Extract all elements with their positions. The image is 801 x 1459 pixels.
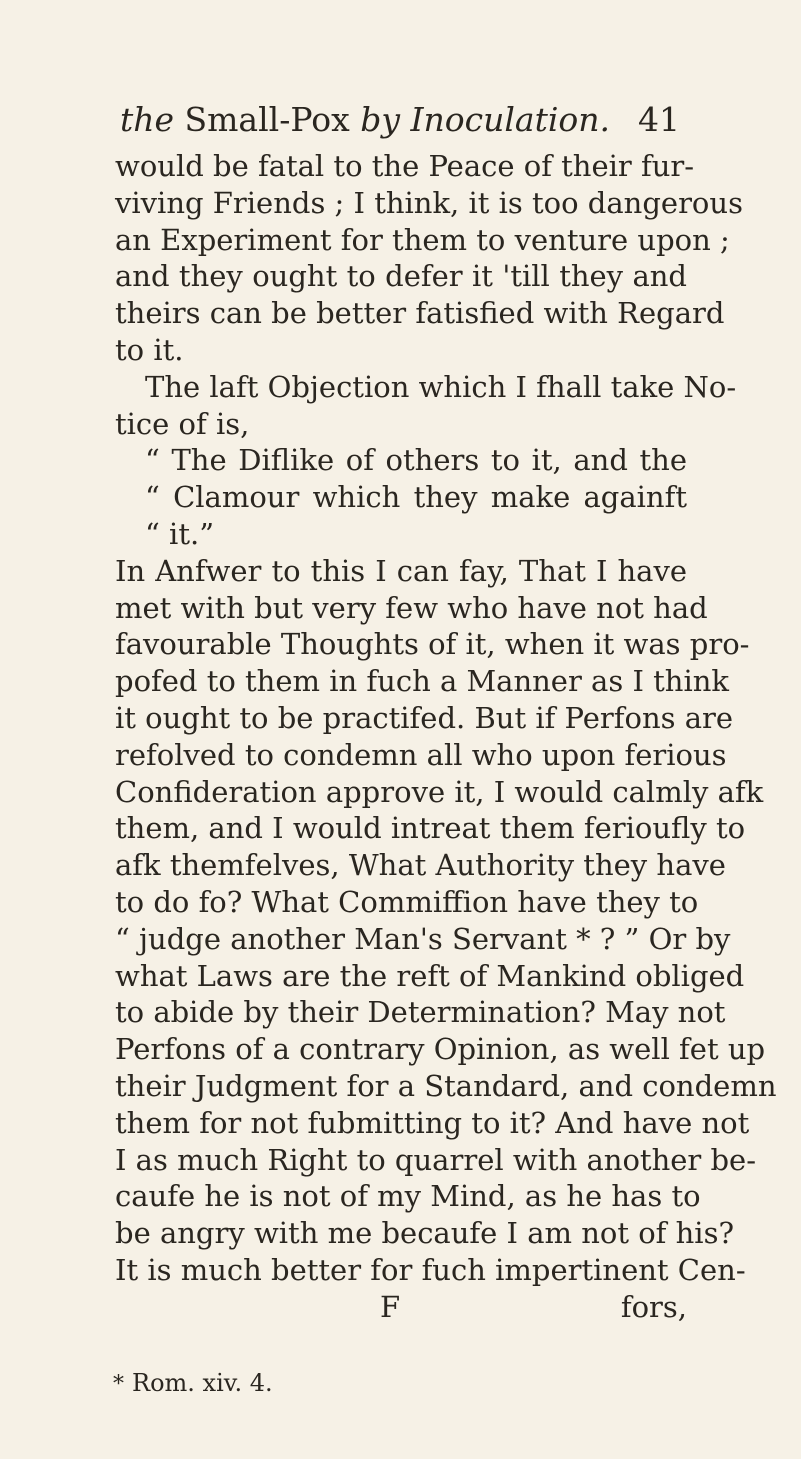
text-line: met with but very few who have not had: [115, 590, 708, 625]
text-line: caufe he is not of my Mind, as he has to: [115, 1179, 701, 1214]
text-line: tice of is,: [115, 406, 250, 441]
running-title-small-pox: Small-Pox: [174, 100, 361, 139]
text-line: would be fatal to the Peace of their fur-: [115, 149, 695, 183]
text-line: to abide by their Determination? May not: [115, 995, 726, 1030]
page-number: 41: [638, 100, 680, 139]
text-line: Confideration approve it, I would calmly afk: [115, 774, 764, 809]
text-line: be angry with me becaufe I am not of his?: [115, 1216, 734, 1251]
running-title: [120, 100, 610, 140]
signature-mark: F: [380, 1289, 401, 1324]
text-line: refolved to condemn all who upon ferious: [115, 737, 727, 772]
text-line: viving Friends ; I think, it is too dangerous: [115, 185, 743, 220]
quoted-line: “ it.”: [145, 516, 215, 551]
running-title-the: the: [120, 100, 175, 139]
text-line: to do fo? What Commiffion have they to: [115, 884, 699, 919]
running-title-inoculation: by Inoculation.: [360, 100, 611, 139]
body-text: [115, 148, 777, 1326]
text-line: afk themfelves, What Authority they have: [115, 848, 726, 883]
text-line: and they ought to defer it 'till they and: [115, 259, 687, 294]
running-header: [120, 100, 680, 140]
text-line: their Judgment for a Standard, and condemn: [115, 1068, 777, 1103]
signature-line: [115, 1289, 687, 1326]
text-line: I as much Right to quarrel with another be-: [115, 1142, 757, 1177]
text-line: In Anfwer to this I can fay, That I have: [115, 553, 687, 588]
quoted-line: “ The Diflike of others to it, and the: [145, 443, 687, 478]
text-line: It is much better for fuch impertinent Cen-: [115, 1252, 746, 1287]
text-line: favourable Thoughts of it, when it was pro-: [115, 627, 750, 662]
footnote-mark: *: [113, 1372, 124, 1397]
text-line: “ judge another Man's Servant * ? ” Or by: [115, 921, 731, 956]
footnote-text: Rom. xiv. 4.: [132, 1369, 273, 1397]
text-line: The laft Objection which I fhall take No-: [145, 369, 737, 404]
text-line: an Experiment for them to venture upon ;: [115, 222, 730, 257]
text-line: Perfons of a contrary Opinion, as well fet up: [115, 1032, 766, 1067]
text-line: what Laws are the reft of Mankind obliged: [115, 958, 745, 993]
footnote: [113, 1368, 273, 1400]
text-line: it ought to be practifed. But if Perfons are: [115, 700, 734, 735]
text-line: pofed to them in fuch a Manner as I think: [115, 664, 729, 699]
text-line: theirs can be better fatisfied with Regard: [115, 296, 725, 331]
text-line: to it.: [115, 332, 184, 367]
text-line: them, and I would intreat them ferioufly to: [115, 811, 746, 846]
text-line: them for not fubmitting to it? And have not: [115, 1105, 750, 1140]
catchword: fors,: [620, 1289, 687, 1324]
quoted-line: “ Clamour which they make againft: [145, 480, 687, 515]
